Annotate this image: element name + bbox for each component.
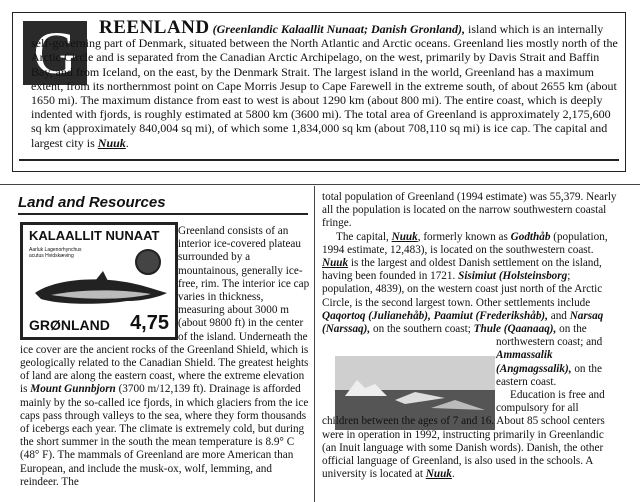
text-span: (population, 1994 estimate, 12,483), is located on the southwestern coast. [322, 230, 608, 256]
box-rule [19, 159, 619, 161]
text-span: on the southern coast; [370, 323, 474, 336]
narsaq-name: Narsaq (Narssaq), [322, 309, 604, 336]
intro-end: . [125, 135, 129, 150]
stamp-float [20, 225, 178, 341]
stamp-country: KALAALLIT NUNAAT [29, 228, 160, 243]
intro-box [12, 12, 626, 172]
qaqortoq-name: Qaqortoq (Julianehåb), Paamiut (Frederikshåb), [322, 309, 548, 322]
intro-paragraph [31, 17, 623, 150]
sisimiut-name: Sisimiut (Holsteinsborg [458, 270, 568, 283]
nuuk-link[interactable]: Nuuk [425, 468, 452, 481]
text-span: ; population, 4839), on the western coast just north of the Arctic Circle, is the second largest town. Other settlements include [322, 270, 603, 309]
drop-cap: G [23, 21, 87, 85]
section-divider [0, 184, 640, 185]
native-name: (Greenlandic Kalaallit Nunaat; Danish Gronland), [212, 22, 465, 36]
capital-link[interactable]: Nuuk [97, 135, 126, 150]
stamp-value: 4,75 [130, 312, 169, 334]
population-paragraph: total population of Greenland (1994 estimate) was 55,379. Nearly all the population is located on the narrow southwestern coastal fringe. [322, 191, 617, 230]
right-column [322, 191, 618, 481]
intro-text: island which is an internally self-governing part of Denmark, situated between the North Atlantic and Arctic oceans. Greenland lies mostly north of the Arctic Circle and is separated from the Canadian Arctic Archipelago, on the west, primarily by Davis Strait and Baffin Bay, and from Iceland, on the east, by the Denmark Strait. The largest island in the world, Greenland has a maximum extent, from its northernmost point on Cape Morris Jesup to Cape Farewell in the extreme south, of about 2655 km (about 1650 mi). The maximum distance from east to west is about 1290 km (about 800 mi). The entire coast, which is deeply indented with fjords, is roughly estimated at 5800 km (3600 mi). The total area of Greenland is approximately 2,175,600 sq km (approximately 840,004 sq mi), of which some 1,834,000 sq km (about 708,110 sq mi) is ice cap. The capital and largest city is [31, 22, 618, 150]
thule-name: Thule (Qaanaaq), [473, 323, 557, 336]
text-span: , formerly known as [417, 230, 511, 243]
text-span: Education is free and compulsory for all children between the ages of 7 and 16. About 85 school centers were in operation in 1992, instructing primarily in Greenlandic (an Inuit language with some Danish words). Danish, the other official language of Greenland, is also used in the schools. A university is located at [322, 389, 605, 481]
peak-name: Mount Gunnbjorn [30, 383, 116, 396]
text-span: is the largest and oldest Danish settlement on the island, having been founded in 1721. [322, 257, 602, 283]
text-span: . [451, 468, 455, 481]
stamp-name: GRØNLAND [29, 317, 110, 333]
article-title: REENLAND [99, 17, 210, 38]
left-column [20, 225, 310, 489]
heading-rule [18, 213, 308, 215]
text-span: The capital, [336, 230, 392, 243]
godthab-name: Godthåb [510, 230, 551, 243]
nuuk-link[interactable]: Nuuk [391, 230, 418, 243]
text-span: on the northwestern coast; and [496, 323, 603, 349]
column-divider [314, 186, 315, 502]
nuuk-link[interactable]: Nuuk [322, 257, 349, 270]
stamp-caption: Aarluk Lagenorhynchus acutus Hvidskæving [29, 247, 82, 259]
text-span: and [547, 309, 570, 322]
ammassalik-name: Ammassalik (Angmagssalik), [496, 349, 572, 375]
settlements-paragraph [322, 231, 618, 389]
photo-float [322, 336, 496, 414]
text-span: on the eastern coast. [496, 362, 602, 388]
land-text-2: (3700 m/12,139 ft). Drainage is afforded mainly by the so-called ice fjords, in which glaciers from the ice caps pass through valleys to the sea, where they form thousands of icebergs each year. The climate is extremely cold, but during the short summer in the south the mean temperature is 8.9° C (48° F). The mammals of Greenland are more American than European, and include the musk-ox, wolf, lemming, and reindeer. The [20, 383, 309, 488]
land-text: Greenland consists of an interior ice-covered plateau surrounded by a mountainous, generally ice-free, rim. The interior ice cap varies in thickness, measuring about 3000 m (about 9800 ft) in the center of the island. Underneath the ice cover are the ancient rocks of the Greenland Shield, which is geologically related to the Canadian Shield. The greatest heights of land are along the eastern coast, where the extreme elevation is [20, 225, 310, 396]
section-heading: Land and Resources [18, 194, 166, 211]
